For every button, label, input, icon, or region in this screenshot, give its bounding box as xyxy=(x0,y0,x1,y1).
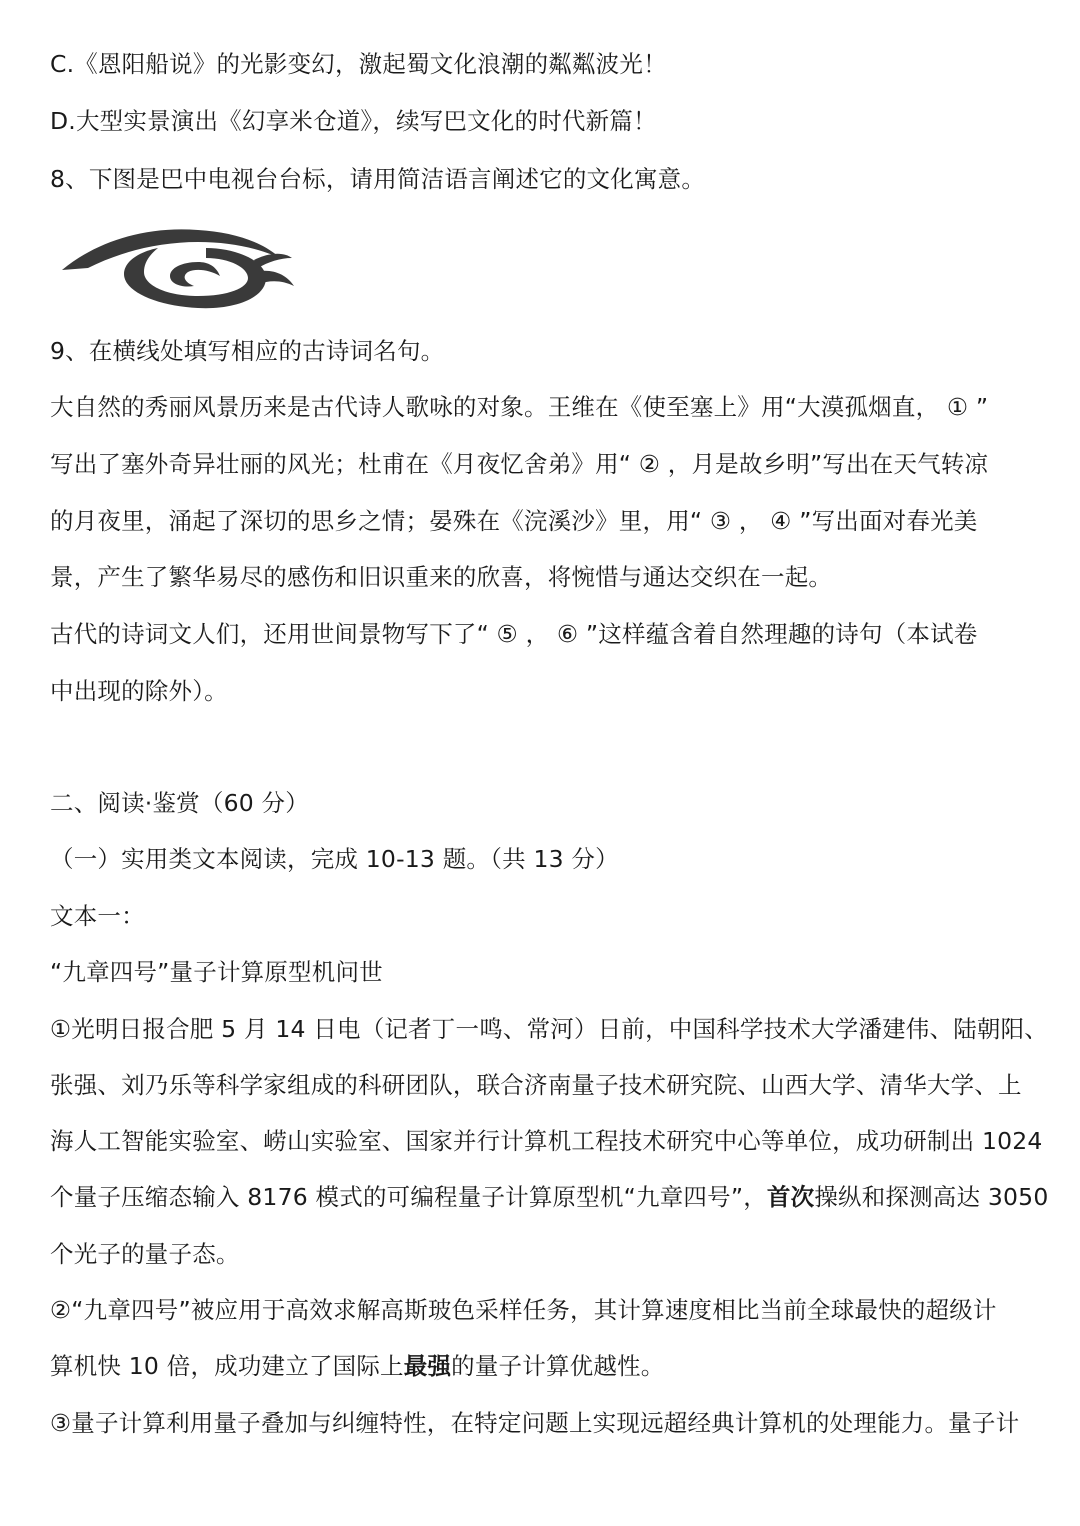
question-8: 8、下图是巴中电视台台标，请用简洁语言阐述它的文化寓意。 xyxy=(50,165,706,193)
article-text: 个量子压缩态输入 8176 模式的可编程量子计算原型机“九章四号”， xyxy=(50,1183,767,1211)
section-heading: 二、阅读·鉴赏（60 分） xyxy=(50,789,309,817)
paragraph-line: 景，产生了繁华易尽的感伤和旧识重来的欣喜，将惋惜与通达交织在一起。 xyxy=(50,563,833,591)
article-line xyxy=(50,1181,1049,1213)
article-text: 算机快 10 倍，成功建立了国际上 xyxy=(50,1352,404,1380)
article-line: 张强、刘乃乐等科学家组成的科研团队，联合济南量子技术研究院、山西大学、清华大学、上 xyxy=(50,1071,1022,1099)
paragraph-line: 古代的诗词文人们，还用世间景物写下了“ ⑤ ， ⑥ ”这样蕴含着自然理趣的诗句（本试卷 xyxy=(50,620,978,648)
subsection-heading: （一）实用类文本阅读，完成 10-13 题。（共 13 分） xyxy=(50,845,619,873)
article-text: 操纵和探测高达 3050 xyxy=(814,1183,1049,1211)
article-line: 海人工智能实验室、崂山实验室、国家并行计算机工程技术研究中心等单位，成功研制出 1024 xyxy=(50,1127,1043,1155)
option-d: D.大型实景演出《幻享米仓道》，续写巴文化的时代新篇！ xyxy=(50,107,657,135)
article-text: 的量子计算优越性。 xyxy=(451,1352,665,1380)
article-line: ①光明日报合肥 5 月 14 日电（记者丁一鸣、常河）日前，中国科学技术大学潘建伟、陆朝阳、 xyxy=(50,1015,1049,1043)
article-line: 个光子的量子态。 xyxy=(50,1240,240,1268)
article-title: “九章四号”量子计算原型机问世 xyxy=(50,958,383,986)
option-c: C.《恩阳船说》的光影变幻，激起蜀文化浪潮的粼粼波光！ xyxy=(50,50,667,78)
paragraph-line: 中出现的除外）。 xyxy=(50,677,228,705)
bold-strongest: 最强 xyxy=(403,1352,452,1380)
bold-first-time: 首次 xyxy=(766,1183,815,1211)
paragraph-line: 写出了塞外奇异壮丽的风光；杜甫在《月夜忆舍弟》用“ ② ，月是故乡明”写出在天气转凉 xyxy=(50,450,989,478)
article-line xyxy=(50,1350,664,1382)
bazhong-tv-logo-icon xyxy=(58,212,298,312)
paragraph-line: 大自然的秀丽风景历来是古代诗人歌咏的对象。王维在《使至塞上》用“大漠孤烟直， ① ” xyxy=(50,393,989,421)
article-line: ②“九章四号”被应用于高效求解高斯玻色采样任务，其计算速度相比当前全球最快的超级计 xyxy=(50,1296,997,1324)
text-label: 文本一： xyxy=(50,902,145,930)
question-9: 9、在横线处填写相应的古诗词名句。 xyxy=(50,337,445,365)
article-line: ③量子计算利用量子叠加与纠缠特性，在特定问题上实现远超经典计算机的处理能力。量子计 xyxy=(50,1409,1020,1437)
paragraph-line: 的月夜里，涌起了深切的思乡之情；晏殊在《浣溪沙》里，用“ ③ ， ④ ”写出面对春光美 xyxy=(50,507,978,535)
